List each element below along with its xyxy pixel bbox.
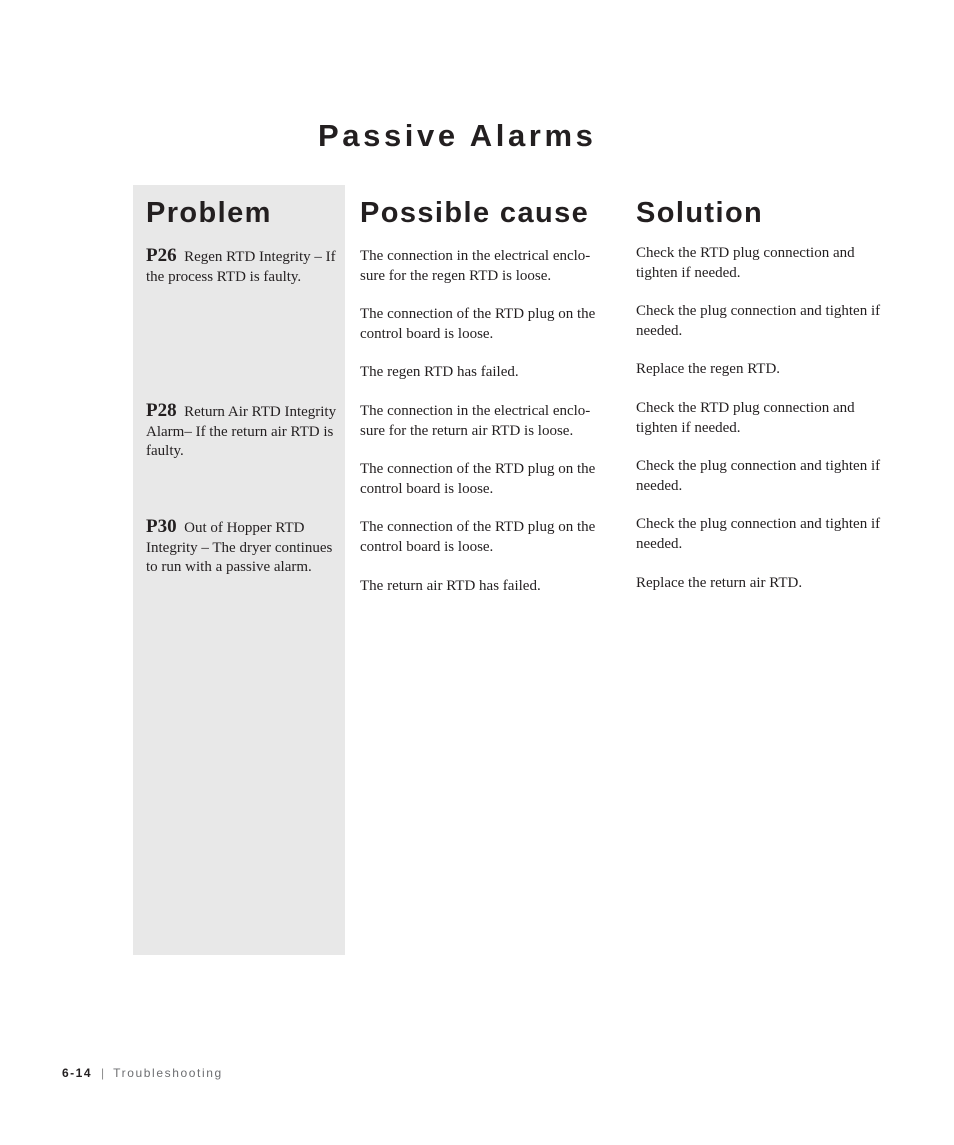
solution-header: Solution xyxy=(636,197,764,229)
alarm-code: P28 xyxy=(146,400,177,421)
cause-item: The connection in the electrical enclo-sure for the return air RTD is loose. xyxy=(360,403,591,439)
problem-item xyxy=(146,517,342,578)
solution-item: Check the RTD plug connection and tighten if needed. xyxy=(636,400,855,436)
section-name: Troubleshooting xyxy=(113,1066,223,1080)
cause-item: The connection in the electrical enclo-sure for the regen RTD is loose. xyxy=(360,248,591,284)
page-title: Passive Alarms xyxy=(318,118,597,153)
solution-item: Check the plug connection and tighten if needed. xyxy=(636,516,881,552)
page-number: 6-14 xyxy=(62,1066,93,1080)
solution-item: Replace the return air RTD. xyxy=(636,575,803,591)
solution-item: Replace the regen RTD. xyxy=(636,361,781,377)
problem-item xyxy=(146,401,342,462)
problem-description: Regen RTD Integrity – If the process RTD is faulty. xyxy=(146,249,336,285)
solution-item: Check the plug connection and tighten if needed. xyxy=(636,303,881,339)
problem-description: Out of Hopper RTD Integrity – The dryer continues to run with a passive alarm. xyxy=(146,520,333,575)
cause-item: The connection of the RTD plug on the control board is loose. xyxy=(360,461,596,497)
solution-item: Check the RTD plug connection and tighten if needed. xyxy=(636,245,855,281)
footer-separator: | xyxy=(101,1066,105,1080)
cause-header: Possible cause xyxy=(360,197,590,229)
cause-item: The return air RTD has failed. xyxy=(360,578,541,594)
cause-item: The connection of the RTD plug on the control board is loose. xyxy=(360,306,596,342)
solution-item: Check the plug connection and tighten if needed. xyxy=(636,458,881,494)
alarm-code: P30 xyxy=(146,516,177,537)
problem-header: Problem xyxy=(146,197,272,229)
alarm-code: P26 xyxy=(146,245,177,266)
cause-item: The connection of the RTD plug on the control board is loose. xyxy=(360,519,596,555)
cause-item: The regen RTD has failed. xyxy=(360,364,519,380)
problem-description: Return Air RTD Integrity Alarm– If the return air RTD is faulty. xyxy=(146,404,337,459)
problem-item xyxy=(146,246,342,287)
page-footer xyxy=(62,1066,223,1080)
